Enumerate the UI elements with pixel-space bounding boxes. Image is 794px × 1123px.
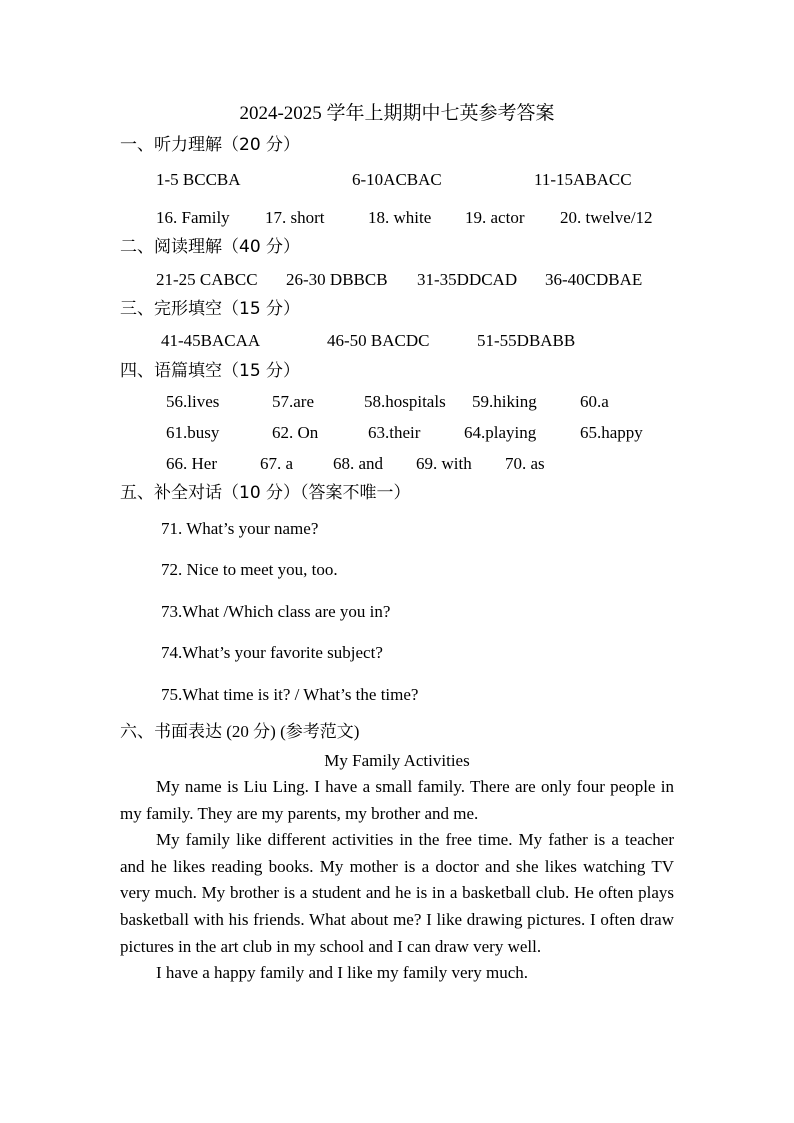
section-heading-text: 二、阅读理解（40 分） — [120, 237, 301, 257]
essay-paragraph: My family like different activities in the free time. My father is a teacher and he likes reading books. My mother is a doctor and she likes watching TV very much. My brother is a student and he is in a basketball club. He often plays basketball with his friends. What about me? I like drawing pictures. I often draw pictures in the art club in my school and I can draw very well. — [120, 830, 674, 956]
answer-group: 41-45BACAA — [161, 331, 261, 350]
answer-group: 11-15ABACC — [534, 170, 632, 189]
answer-item: 16. Family — [156, 208, 230, 227]
answer-item: 67. a — [260, 454, 294, 473]
answer-item: 56.lives — [166, 392, 220, 411]
section-heading-listening — [120, 134, 300, 156]
section-heading-cloze — [120, 298, 300, 320]
dialogue-answer-72: 72. Nice to meet you, too. — [161, 560, 338, 579]
answer-group: 26-30 DBBCB — [286, 270, 388, 289]
dialogue-answer-71: 71. What’s your name? — [161, 519, 319, 538]
essay-title: My Family Activities — [324, 751, 470, 770]
answer-item: 69. with — [416, 454, 472, 473]
answer-item: 58.hospitals — [364, 392, 446, 411]
section-heading-text: 六、书面表达 — [120, 722, 222, 742]
section-heading-writing — [120, 721, 359, 743]
page-title: 2024-2025 学年上期期中七英参考答案 — [239, 103, 555, 124]
essay-paragraph: My name is Liu Ling. I have a small family. There are only four people in my family. They are my parents, my brother and me. — [120, 777, 674, 823]
answer-item: 19. actor — [465, 208, 525, 227]
section-heading-tail: (20 分) (参考范文) — [222, 722, 360, 741]
answer-group: 31-35DDCAD — [417, 270, 518, 289]
answer-item: 64.playing — [464, 423, 537, 442]
essay-paragraph: I have a happy family and I like my family very much. — [156, 963, 528, 983]
answer-group: 46-50 BACDC — [327, 331, 430, 350]
answer-item: 59.hiking — [472, 392, 537, 411]
answer-item: 60.a — [580, 392, 609, 411]
section-heading-text: 四、语篇填空（15 分） — [120, 361, 301, 381]
answer-item: 17. short — [265, 208, 325, 227]
dialogue-answer-73: 73.What /Which class are you in? — [161, 602, 391, 621]
answer-group: 6-10ACBAC — [352, 170, 442, 189]
answer-item: 66. Her — [166, 454, 217, 473]
answer-group: 51-55DBABB — [477, 331, 576, 350]
answer-item: 68. and — [333, 454, 384, 473]
answer-item: 18. white — [368, 208, 432, 227]
answer-item: 63.their — [368, 423, 421, 442]
dialogue-answer-74: 74.What’s your favorite subject? — [161, 643, 383, 662]
section-heading-dialogue — [120, 482, 411, 504]
section-heading-passage-fill — [120, 360, 300, 382]
answer-item: 65.happy — [580, 423, 643, 442]
answer-item: 57.are — [272, 392, 315, 411]
answer-item: 61.busy — [166, 423, 220, 442]
answer-item: 62. On — [272, 423, 319, 442]
answer-item: 70. as — [505, 454, 545, 473]
section-heading-text: 三、完形填空（15 分） — [120, 299, 301, 319]
answer-group: 36-40CDBAE — [545, 270, 643, 289]
dialogue-answer-75: 75.What time is it? / What’s the time? — [161, 685, 419, 704]
section-heading-text: 一、听力理解（20 分） — [120, 135, 301, 155]
section-heading-reading — [120, 236, 300, 258]
essay-body — [120, 774, 674, 987]
answer-group: 21-25 CABCC — [156, 270, 258, 289]
section-heading-text: 五、补全对话（10 分）（答案不唯一） — [120, 483, 411, 503]
answer-group: 1-5 BCCBA — [156, 170, 241, 189]
answer-item: 20. twelve/12 — [560, 208, 653, 227]
